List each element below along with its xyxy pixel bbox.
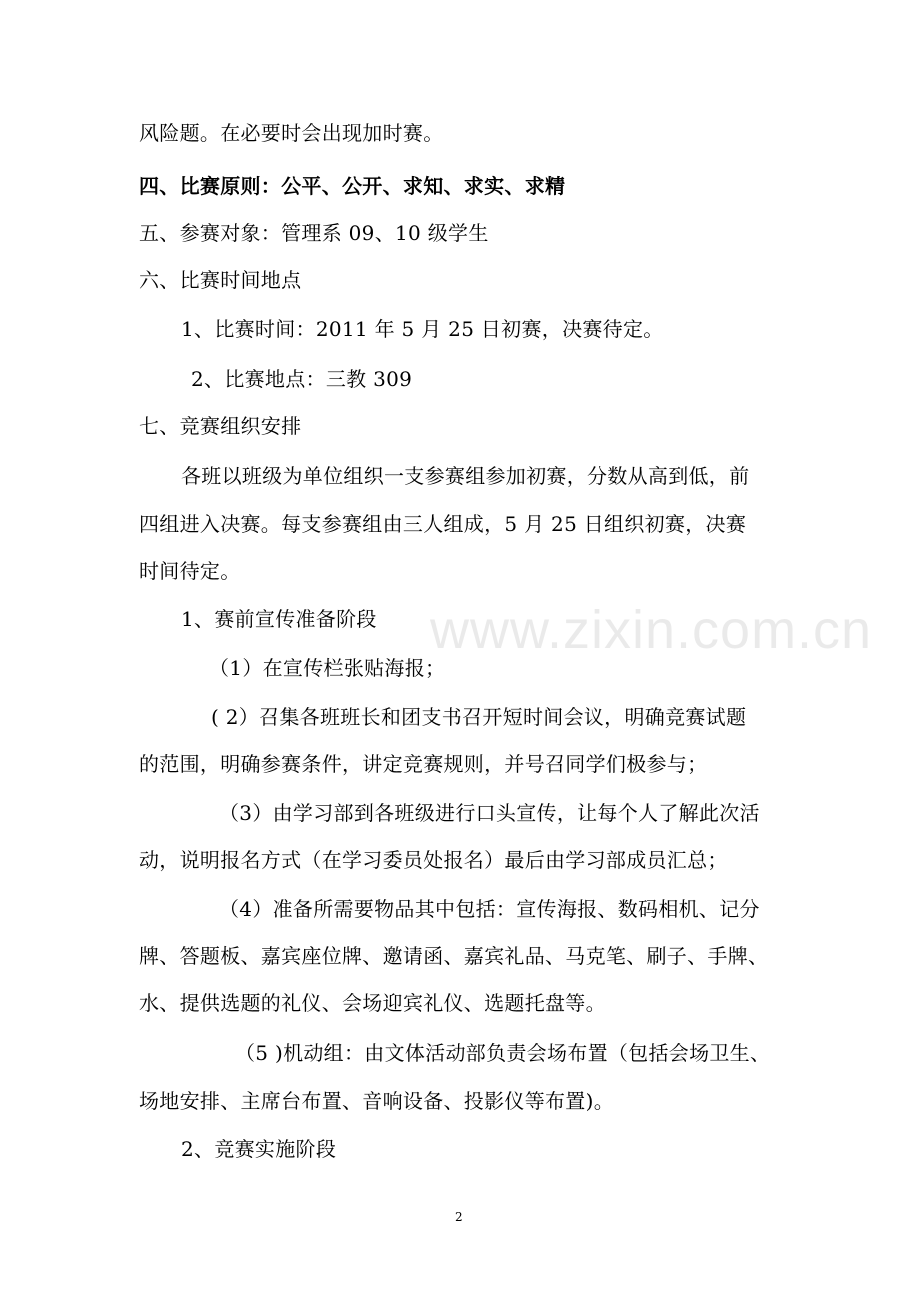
text-line: 各班以班级为单位组织一支参赛组参加初赛，分数从高到低，前 (181, 464, 750, 488)
list-item: （4）准备所需要物品其中包括：宣传海报、数码相机、记分 (219, 897, 760, 921)
text-line: 牌、答题板、嘉宾座位牌、邀请函、嘉宾礼品、马克笔、刷子、手牌、 (139, 944, 769, 968)
subsection-heading: 1、赛前宣传准备阶段 (181, 607, 377, 631)
text-line: 四组进入决赛。每支参赛组由三人组成，5 月 25 日组织初赛，决赛 (139, 512, 747, 536)
text-line: 2、比赛地点：三教 309 (191, 367, 413, 391)
section-heading-organization: 七、竞赛组织安排 (139, 414, 302, 438)
section-heading-time-place: 六、比赛时间地点 (139, 268, 302, 292)
list-item: （3）由学习部到各班级进行口头宣传，让每个人了解此次活 (219, 801, 760, 825)
text-line: 1、比赛时间：2011 年 5 月 25 日初赛，决赛待定。 (181, 317, 664, 341)
text-line: 水、提供选题的礼仪、会场迎宾礼仪、选题托盘等。 (139, 991, 606, 1015)
page-number: 2 (455, 1210, 463, 1224)
text-line: 风险题。在必要时会出现加时赛。 (139, 121, 444, 145)
text-line: 的范围，明确参赛条件，讲定竞赛规则，并号召同学们极参与； (139, 752, 708, 776)
list-item: （5 )机动组：由文体活动部负责会场布置（包括会场卫生、 (235, 1041, 771, 1065)
text-line: 场地安排、主席台布置、音响设备、投影仪等布置)。 (139, 1089, 615, 1113)
text-line: 时间待定。 (139, 559, 241, 583)
watermark: www.zixin.com.cn (430, 600, 873, 660)
text-line: 动，说明报名方式（在学习委员处报名）最后由学习部成员汇总； (139, 848, 728, 872)
section-heading-participants: 五、参赛对象：管理系 09、10 级学生 (139, 221, 489, 245)
section-heading-principles: 四、比赛原则：公平、公开、求知、求实、求精 (139, 174, 566, 198)
subsection-heading: 2、竞赛实施阶段 (181, 1137, 337, 1161)
list-item: （1）在宣传栏张贴海报； (209, 656, 446, 680)
list-item: ( 2）召集各班班长和团支书召开短时间会议，明确竞赛试题 (211, 705, 747, 729)
